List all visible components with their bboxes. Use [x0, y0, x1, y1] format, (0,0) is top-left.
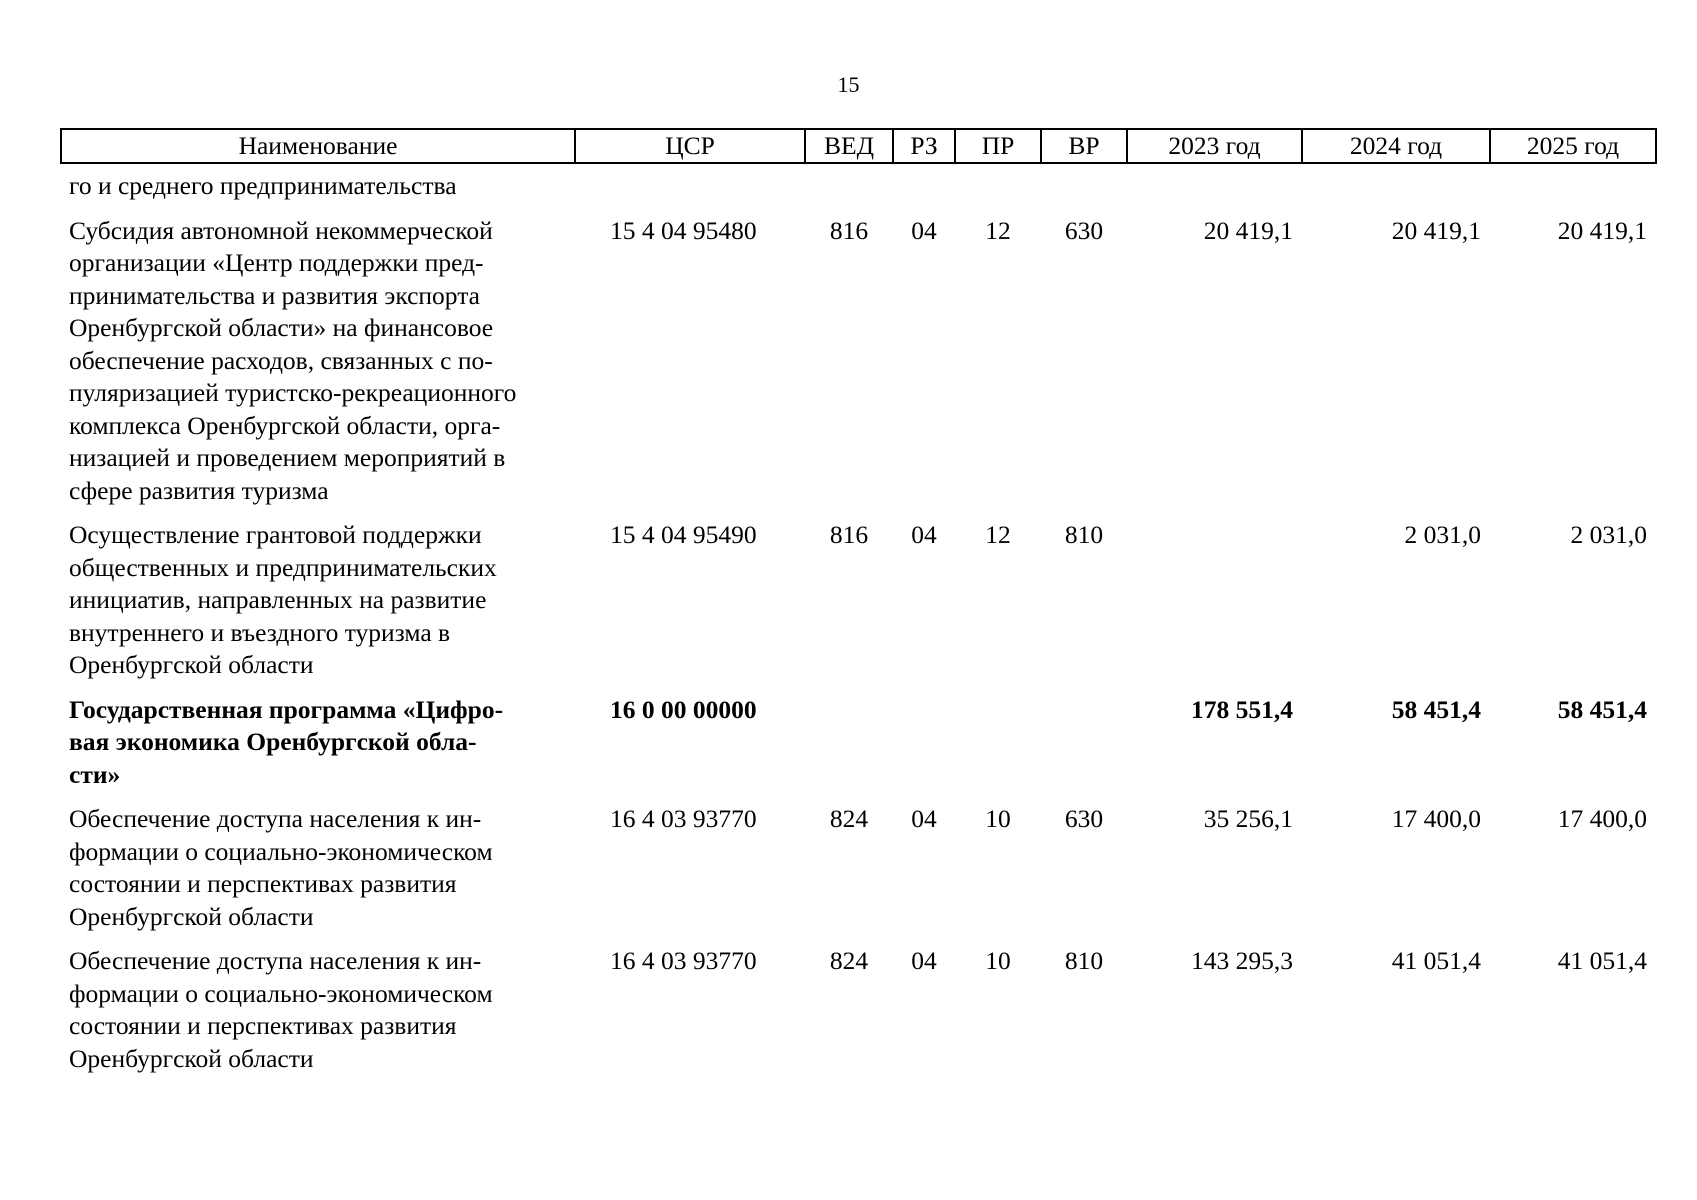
- header-pr: ПР: [955, 129, 1041, 163]
- name-line: внутреннего и въездного туризма в: [69, 617, 451, 647]
- row-pr: [955, 682, 1041, 792]
- row-vr: [1041, 163, 1127, 203]
- row-2024: 2 031,0: [1404, 520, 1481, 549]
- row-2023: [1127, 163, 1302, 203]
- row-rz: 04: [911, 520, 937, 549]
- name-line: Оренбургской области: [69, 901, 314, 931]
- name-line: Субсидия автономной некоммерческой: [69, 215, 493, 245]
- row-csr: 15 4 04 95480: [610, 215, 757, 245]
- name-line: Государственная программа «Цифро-: [69, 694, 504, 724]
- row-2023: [1127, 507, 1302, 682]
- row-vr: 630: [1064, 215, 1104, 245]
- header-2025: 2025 год: [1490, 129, 1656, 163]
- name-line: го и среднего предпринимательства: [69, 171, 457, 200]
- row-rz: 04: [911, 804, 937, 833]
- name-line: обеспечение расходов, связанных с по-: [69, 345, 493, 375]
- row-csr: 16 4 03 93770: [610, 946, 757, 975]
- row-ved: 816: [829, 520, 869, 549]
- name-line: Осуществление грантовой поддержки: [69, 520, 482, 549]
- name-line: инициатив, направленных на развитие: [69, 585, 487, 614]
- row-csr: 16 4 03 93770: [610, 804, 757, 833]
- row-pr: [955, 163, 1041, 203]
- row-csr: 15 4 04 95490: [610, 520, 757, 549]
- row-name: [61, 933, 575, 1075]
- row-ved: [805, 682, 893, 792]
- name-line: Оренбургской области» на финансовое: [69, 313, 494, 342]
- row-ved: [805, 163, 893, 203]
- table-row: [61, 163, 1656, 203]
- name-line: состоянии и перспективах развития: [69, 1011, 457, 1040]
- page-number: 15: [837, 72, 860, 97]
- row-rz: [893, 163, 955, 203]
- name-line: Оренбургской области: [69, 1043, 314, 1073]
- header-rz: РЗ: [893, 129, 955, 163]
- row-2024: [1302, 163, 1490, 203]
- name-line: низацией и проведением мероприятий в: [69, 443, 506, 472]
- row-2025: 41 051,4: [1557, 946, 1647, 975]
- row-name: [61, 203, 575, 508]
- header-vr: ВР: [1041, 129, 1127, 163]
- name-line: сфере развития туризма: [69, 475, 329, 505]
- name-line: формации о социально-экономическом: [69, 978, 493, 1008]
- row-rz: 04: [911, 946, 937, 975]
- row-rz: 04: [911, 215, 937, 245]
- table-row-program: [61, 682, 1656, 792]
- table-row: [61, 933, 1656, 1075]
- row-pr: 12: [985, 520, 1011, 549]
- header-name: Наименование: [61, 129, 575, 163]
- header-2023: 2023 год: [1127, 129, 1302, 163]
- row-2024: 17 400,0: [1391, 804, 1481, 833]
- row-name: [61, 791, 575, 933]
- table-header-row: [61, 129, 1656, 163]
- row-pr: 10: [985, 804, 1011, 833]
- row-2023: 35 256,1: [1203, 804, 1293, 833]
- table-row: [61, 791, 1656, 933]
- row-ved: 816: [829, 215, 869, 245]
- name-line: общественных и предпринимательских: [69, 552, 497, 582]
- row-csr: [575, 163, 805, 203]
- row-2024: 41 051,4: [1391, 946, 1481, 975]
- row-2025: 58 451,4: [1557, 694, 1647, 724]
- row-2024: 58 451,4: [1391, 694, 1481, 724]
- budget-table: [60, 128, 1657, 1075]
- row-2025: 20 419,1: [1557, 215, 1647, 245]
- row-2023: 178 551,4: [1191, 694, 1293, 724]
- row-vr: 810: [1064, 946, 1104, 975]
- row-2025: [1490, 163, 1656, 203]
- name-line: принимательства и развития экспорта: [69, 280, 480, 310]
- header-csr: ЦСР: [575, 129, 805, 163]
- row-name: [61, 682, 575, 792]
- name-line: Обеспечение доступа населения к ин-: [69, 946, 482, 975]
- row-2023: 143 295,3: [1191, 946, 1293, 975]
- row-2023: 20 419,1: [1203, 215, 1293, 245]
- row-ved: 824: [829, 946, 869, 975]
- row-pr: 12: [985, 215, 1011, 245]
- row-name: [61, 507, 575, 682]
- row-ved: 824: [829, 804, 869, 833]
- row-vr: [1041, 682, 1127, 792]
- row-rz: [893, 682, 955, 792]
- header-2024: 2024 год: [1302, 129, 1490, 163]
- row-pr: 10: [985, 946, 1011, 975]
- row-csr: 16 0 00 00000: [610, 694, 757, 724]
- row-2025: 17 400,0: [1557, 804, 1647, 833]
- name-line: организации «Центр поддержки пред-: [69, 248, 484, 277]
- row-name: [61, 163, 575, 203]
- name-line: комплекса Оренбургской области, орга-: [69, 410, 501, 440]
- name-line: пуляризацией туристско-рекреационного: [69, 378, 517, 407]
- name-line: состоянии и перспективах развития: [69, 869, 457, 898]
- name-line: формации о социально-экономическом: [69, 836, 493, 866]
- table-row: [61, 203, 1656, 508]
- name-line: сти»: [69, 759, 121, 789]
- header-ved: ВЕД: [805, 129, 893, 163]
- table-row: [61, 507, 1656, 682]
- row-vr: 810: [1064, 520, 1104, 549]
- row-2025: 2 031,0: [1570, 520, 1647, 549]
- row-2024: 20 419,1: [1391, 215, 1481, 245]
- row-vr: 630: [1064, 804, 1104, 833]
- name-line: Обеспечение доступа населения к ин-: [69, 804, 482, 833]
- name-line: Оренбургской области: [69, 650, 314, 679]
- name-line: вая экономика Оренбургской обла-: [69, 727, 477, 756]
